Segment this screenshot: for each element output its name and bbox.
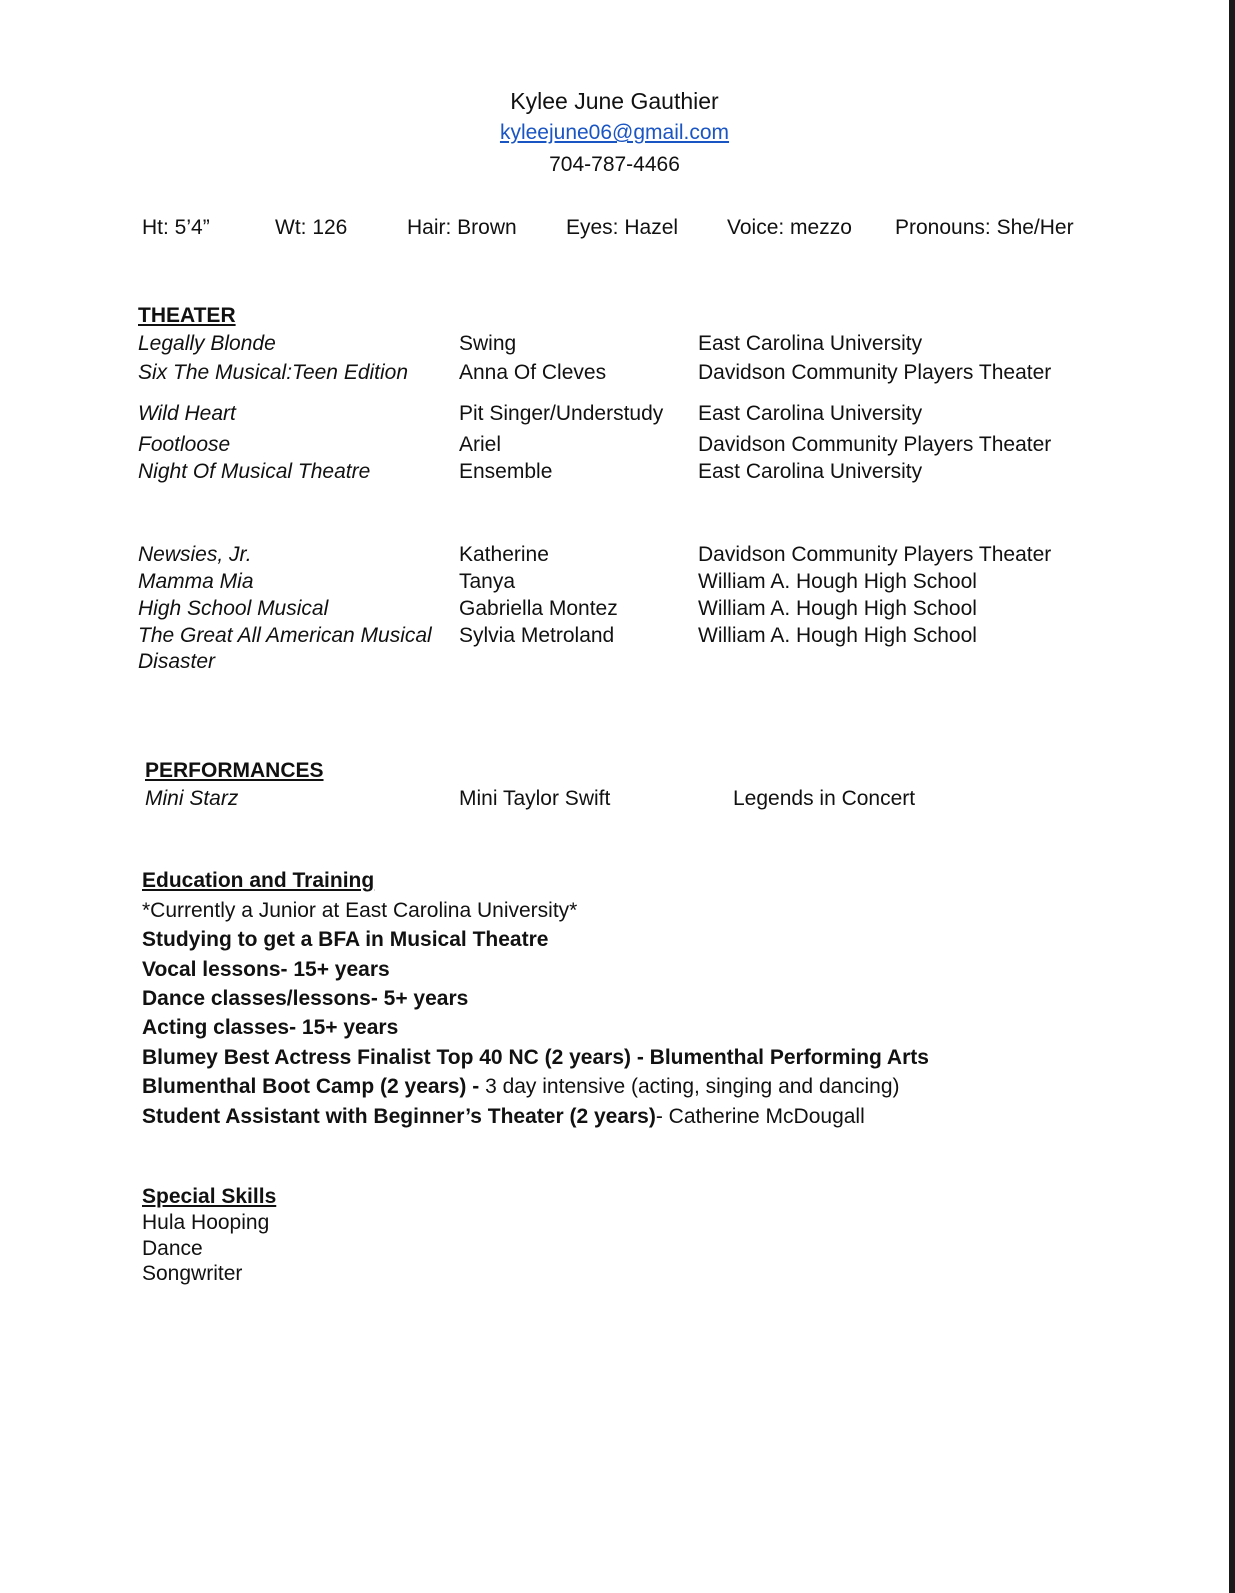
education-heading: Education and Training <box>142 869 375 892</box>
education-item-bold: Acting classes- 15+ years <box>142 1016 399 1039</box>
theater-row-venue: William A. Hough High School <box>698 570 977 593</box>
education-item <box>142 1075 900 1099</box>
education-item <box>142 987 468 1011</box>
stat-height: Ht: 5’4” <box>142 216 210 239</box>
theater-row-title: Night Of Musical Theatre <box>138 460 371 483</box>
performances-heading: PERFORMANCES <box>145 759 324 782</box>
theater-row-role: Katherine <box>459 543 549 566</box>
education-item <box>142 1016 398 1040</box>
page-edge-bar <box>1229 0 1235 1593</box>
skills-heading: Special Skills <box>142 1185 277 1208</box>
education-item-bold: Blumey Best Actress Finalist Top 40 NC (2 years) - Blumenthal Performing Arts <box>142 1046 929 1069</box>
theater-row-role: Swing <box>459 332 517 355</box>
theater-row-venue: East Carolina University <box>698 332 923 355</box>
theater-row-title-continuation: Disaster <box>138 650 216 673</box>
theater-row-role: Pit Singer/Understudy <box>459 402 664 425</box>
education-current: *Currently a Junior at East Carolina University* <box>142 899 578 922</box>
theater-row-role: Tanya <box>459 570 516 593</box>
theater-row-role: Ensemble <box>459 460 553 483</box>
theater-row-venue: Davidson Community Players Theater <box>698 543 1052 566</box>
stat-hair: Hair: Brown <box>407 216 517 239</box>
education-item-bold: Dance classes/lessons- 5+ years <box>142 987 469 1010</box>
theater-row-title: Wild Heart <box>138 402 236 425</box>
theater-row-role: Ariel <box>459 433 502 456</box>
email-link[interactable]: kyleejune06@gmail.com <box>499 121 730 144</box>
theater-row-venue: East Carolina University <box>698 402 923 425</box>
phone-number: 704-787-4466 <box>549 153 680 176</box>
theater-row-title: Mamma Mia <box>138 570 254 593</box>
education-item-rest: - Catherine McDougall <box>655 1105 865 1128</box>
theater-row-venue: East Carolina University <box>698 460 923 483</box>
email-link-wrapper <box>0 121 1229 145</box>
theater-row-title: Six The Musical:Teen Edition <box>138 361 409 384</box>
theater-row-title: Newsies, Jr. <box>138 543 252 566</box>
education-item-bold: Studying to get a BFA in Musical Theatre <box>142 928 549 951</box>
stat-voice: Voice: mezzo <box>727 216 852 239</box>
theater-row-role: Gabriella Montez <box>459 597 618 620</box>
theater-row-title: Footloose <box>138 433 231 456</box>
education-item-bold: Blumenthal Boot Camp (2 years) - <box>142 1075 486 1098</box>
theater-row-venue: William A. Hough High School <box>698 597 977 620</box>
education-item-rest: 3 day intensive (acting, singing and dancing) <box>485 1075 900 1098</box>
skill-item: Dance <box>142 1237 203 1260</box>
education-item <box>142 1046 929 1070</box>
theater-row-title: The Great All American Musical <box>138 624 432 647</box>
skill-item: Songwriter <box>142 1262 243 1285</box>
performance-row-title: Mini Starz <box>145 787 239 810</box>
theater-heading: THEATER <box>138 304 236 327</box>
education-item <box>142 1105 865 1129</box>
education-item <box>142 928 548 952</box>
performance-row-role: Mini Taylor Swift <box>459 787 611 810</box>
education-item-bold: Student Assistant with Beginner’s Theater (2 years) <box>142 1105 656 1128</box>
stat-eyes: Eyes: Hazel <box>566 216 679 239</box>
theater-row-role: Sylvia Metroland <box>459 624 615 647</box>
theater-row-title: High School Musical <box>138 597 329 620</box>
theater-row-title: Legally Blonde <box>138 332 276 355</box>
resume-name: Kylee June Gauthier <box>510 88 719 114</box>
theater-row-venue: William A. Hough High School <box>698 624 977 647</box>
theater-row-venue: Davidson Community Players Theater <box>698 361 1052 384</box>
stat-pronouns: Pronouns: She/Her <box>895 216 1074 239</box>
skill-item: Hula Hooping <box>142 1211 270 1234</box>
education-item-bold: Vocal lessons- 15+ years <box>142 958 390 981</box>
education-item <box>142 958 390 982</box>
theater-row-role: Anna Of Cleves <box>459 361 607 384</box>
performance-row-venue: Legends in Concert <box>733 787 916 810</box>
theater-row-venue: Davidson Community Players Theater <box>698 433 1052 456</box>
stat-weight: Wt: 126 <box>275 216 348 239</box>
